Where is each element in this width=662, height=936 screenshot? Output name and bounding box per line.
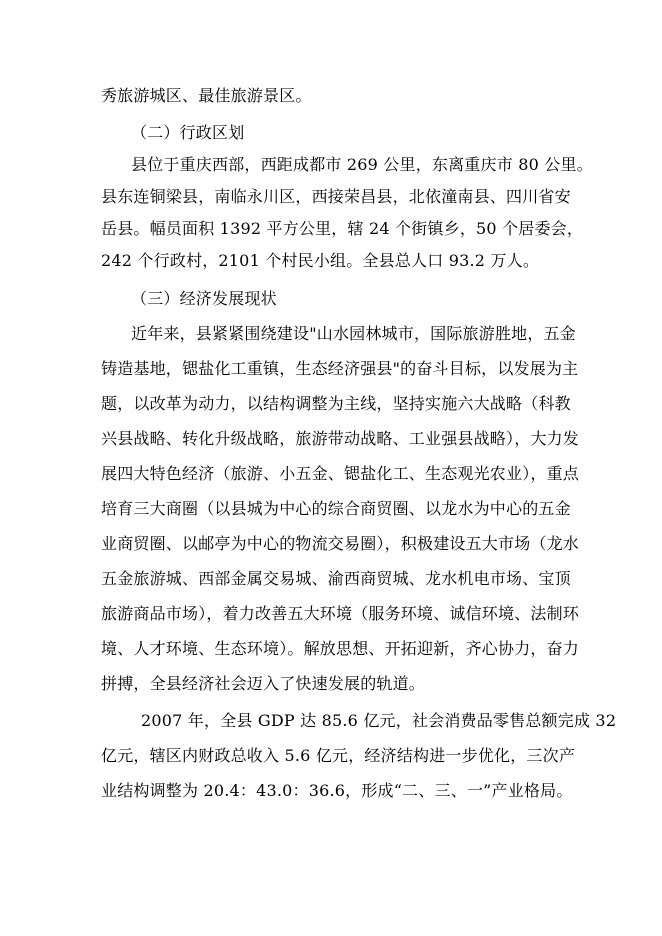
text-line: 县位于重庆西部，西距成都市 269 公里，东离重庆市 80 公里。 [131, 155, 593, 174]
text-line: 题，以改革为动力，以结构调整为主线，坚持实施六大战略（科教 [101, 394, 571, 413]
text-line: 242 个行政村，2101 个村民小组。全县总人口 93.2 万人。 [101, 251, 540, 270]
text-line: 铸造基地，锶盐化工重镇，生态经济强县"的奋斗目标，以发展为主 [101, 359, 579, 378]
text-line: 五金旅游城、西部金属交易城、渝西商贸城、龙水机电市场、宝顶 [101, 569, 571, 588]
text-line: 县东连铜梁县，南临永川区，西接荣昌县，北依潼南县、四川省安 [101, 187, 571, 206]
text-line: 拼搏，全县经济社会迈入了快速发展的轨道。 [101, 674, 426, 693]
text-line: 业结构调整为 20.4：43.0：36.6，形成“二、三、一”产业格局。 [101, 781, 573, 800]
text-line: 培育三大商圈（以县城为中心的综合商贸圈、以龙水为中心的五金 [101, 499, 571, 518]
text-line: 境、人才环境、生态环境）。解放思想、开拓迎新，齐心协力，奋力 [101, 639, 580, 658]
section-heading: （三）经济发展现状 [131, 289, 277, 308]
text-line: 旅游商品市场），着力改善五大环境（服务环境、诚信环境、法制环 [101, 604, 580, 623]
text-line: 展四大特色经济（旅游、小五金、锶盐化工、生态观光农业），重点 [101, 464, 580, 483]
text-line: 亿元，辖区内财政总收入 5.6 亿元，经济结构进一步优化，三次产 [101, 746, 576, 765]
text-line: 近年来，县紧紧围绕建设"山水园林城市，国际旅游胜地，五金 [131, 324, 576, 343]
text-line: 业商贸圈、以邮亭为中心的物流交易圈），积极建设五大市场（龙水 [101, 534, 580, 553]
section-heading: （二）行政区划 [131, 123, 245, 142]
text-line: 秀旅游城区、最佳旅游景区。 [101, 86, 312, 105]
text-line: 2007 年，全县 GDP 达 85.6 亿元，社会消费品零售总额完成 32 [141, 711, 617, 730]
text-line: 岳县。幅员面积 1392 平方公里，辖 24 个街镇乡，50 个居委会， [101, 219, 584, 238]
text-line: 兴县战略、转化升级战略，旅游带动战略、工业强县战略），大力发 [101, 429, 580, 448]
